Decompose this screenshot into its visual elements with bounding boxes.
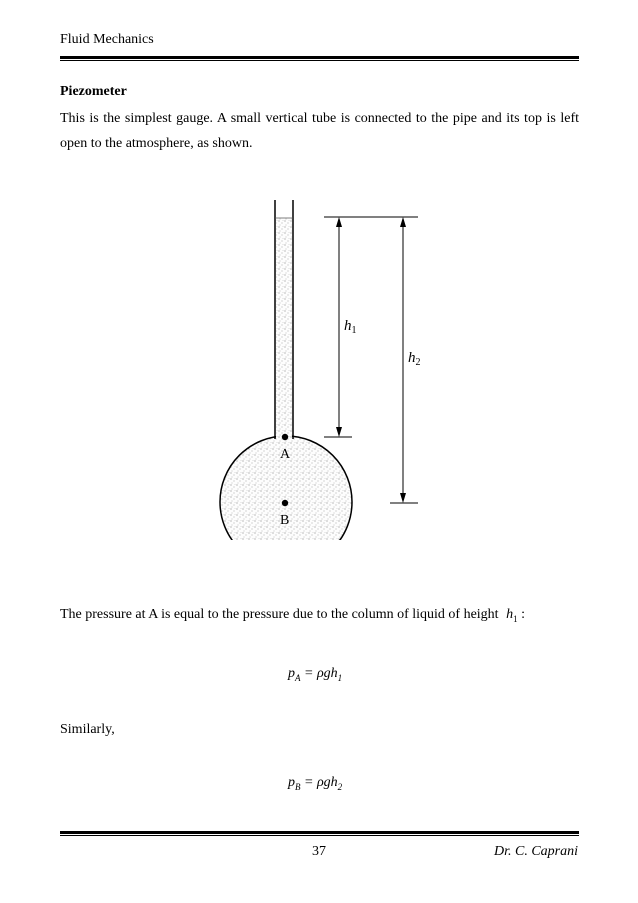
h2-label: $h_2$ [408, 350, 421, 368]
equation-pa: $p_A = \rho gh_1$ [288, 666, 343, 683]
h2-arrow-down [400, 493, 406, 503]
pressure-sentence: The pressure at A is equal to the pressure due to the column of liquid of height $h_1$ : [60, 607, 525, 624]
piezometer-figure [200, 190, 440, 540]
page-number: 37 [312, 844, 326, 859]
section-heading: Piezometer [60, 84, 127, 99]
similarly-text: Similarly, [60, 722, 115, 737]
header-title: Fluid Mechanics [60, 32, 154, 47]
point-b-label: B [280, 513, 290, 528]
footer-rule [60, 831, 579, 836]
intro-paragraph: This is the simplest gauge. A small vertical tube is connected to the pipe and its top is left open to the atmosphere, as shown. [60, 111, 579, 151]
pressure-sentence-text: The pressure at A is equal to the pressure due to the column of liquid of height [60, 607, 499, 622]
tube-fluid [276, 218, 292, 440]
point-a-marker [282, 434, 288, 440]
h1-arrow-up [336, 217, 342, 227]
point-b-marker [282, 500, 288, 506]
h1-arrow-down [336, 427, 342, 437]
point-a-label: A [280, 447, 291, 462]
h2-arrow-up [400, 217, 406, 227]
equation-pb: $p_B = \rho gh_2$ [288, 775, 343, 792]
h1-inline-symbol: $h_1$ [506, 607, 518, 624]
author: Dr. C. Caprani [493, 844, 578, 859]
header-rule [60, 56, 579, 61]
h1-label: $h_1$ [344, 318, 357, 336]
